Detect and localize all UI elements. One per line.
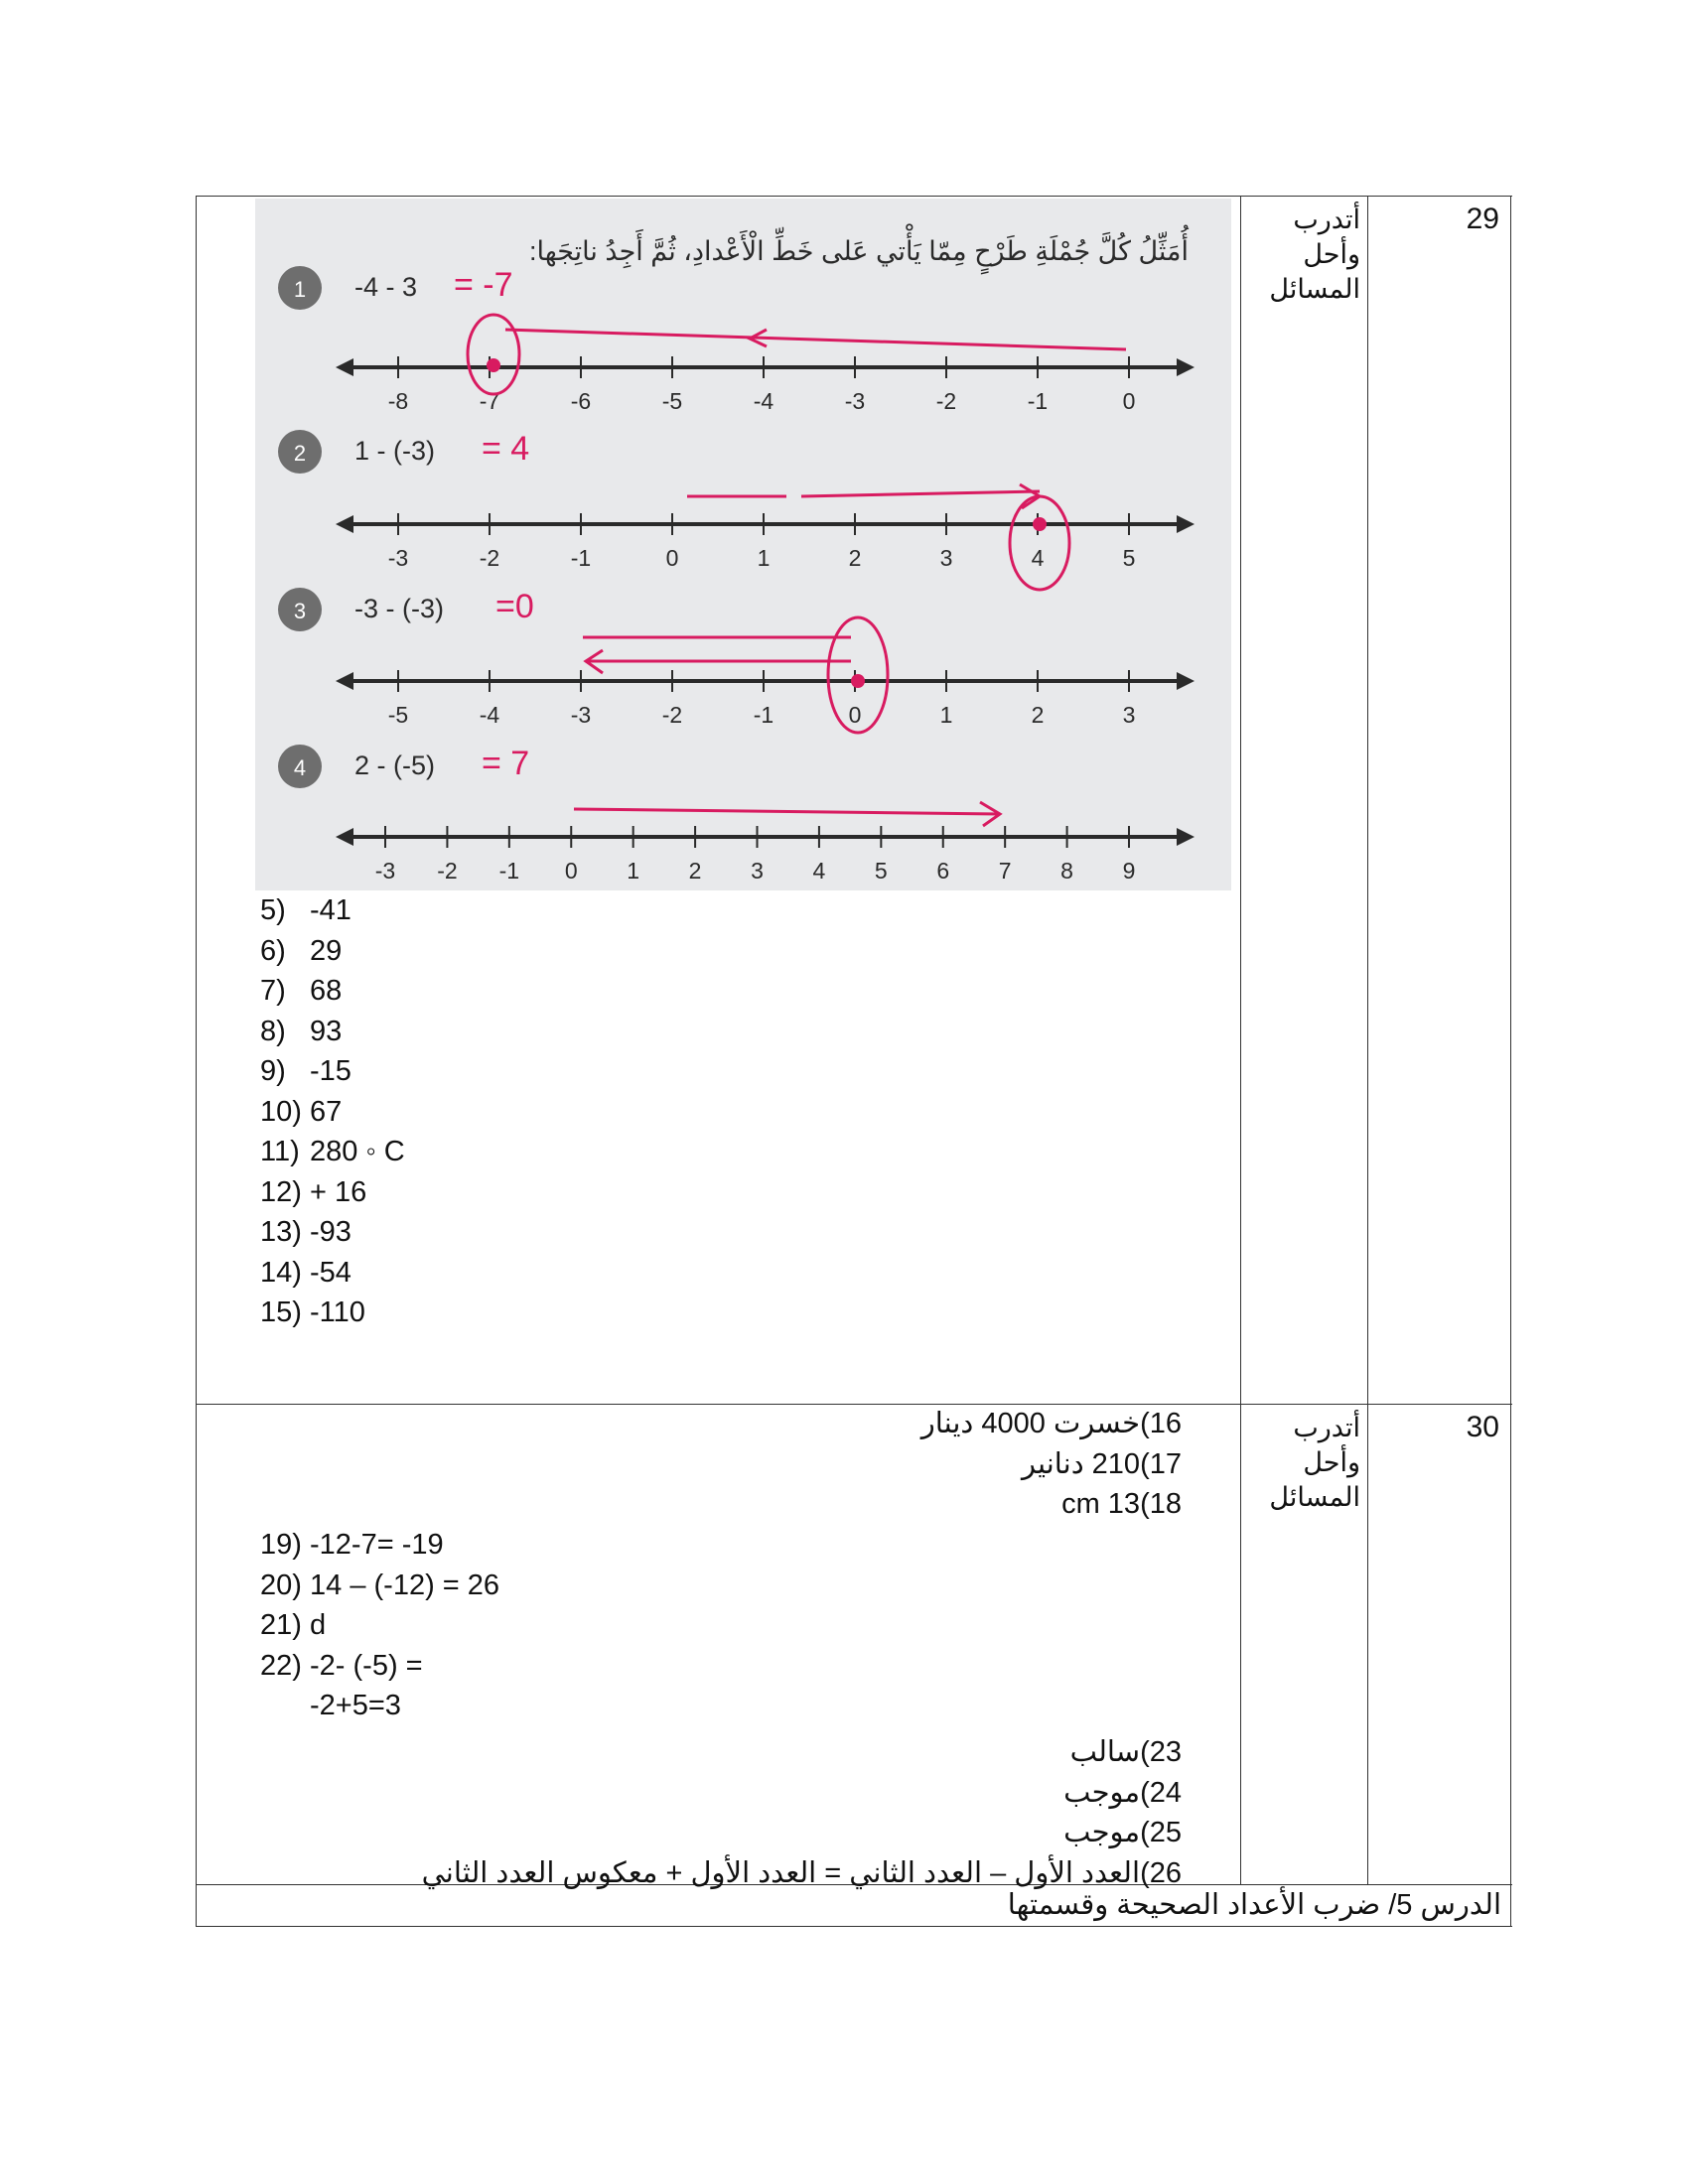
list-item: 8) 93 — [260, 1015, 343, 1047]
problem-expression: -4 - 3 — [354, 272, 418, 302]
tick-label: -4 — [753, 388, 774, 414]
list-item: 14) -54 — [260, 1256, 352, 1289]
list-item: 10) 67 — [260, 1095, 343, 1128]
problem-number: 4 — [293, 755, 307, 780]
marker-arrow — [505, 330, 1126, 349]
instruction-text: أُمَثِّلُ كُلَّ جُمْلَةِ طَرْحٍ مِمّا يَأْتي عَلى خَطِّ الْأَعْدادِ، ثُمَّ أَجِدُ ناتِجَها: — [529, 236, 1189, 266]
lesson-title: الدرس 5/ ضرب الأعداد الصحيحة وقسمتها — [1007, 1889, 1501, 1921]
type-label-line: أتدرب — [1293, 1413, 1360, 1442]
exercise-type-label — [1251, 1411, 1360, 1515]
list-item: 12) + 16 — [260, 1175, 367, 1208]
list-item-continuation: -2+5=3 — [310, 1690, 401, 1721]
tick-label: 1 — [757, 545, 771, 571]
list-item: 23)سالب — [1069, 1736, 1182, 1768]
type-label-line: أتدرب — [1293, 205, 1360, 234]
tick-label: -2 — [437, 858, 458, 884]
column-divider-type — [1240, 196, 1241, 1884]
tick-label: 6 — [936, 858, 950, 884]
tick-label: 7 — [998, 858, 1012, 884]
tick-label: -1 — [498, 858, 520, 884]
left-arrowhead — [336, 828, 353, 846]
list-item: 11) 280 ◦ C — [260, 1136, 405, 1167]
list-item: 7) 68 — [260, 975, 343, 1007]
exercise-type-label — [1251, 203, 1360, 307]
tick-label: 1 — [627, 858, 640, 884]
tick-label: -8 — [387, 388, 409, 414]
textbook-photo — [255, 199, 1231, 890]
tick-label: 0 — [564, 858, 578, 884]
problem-expression: 2 - (-5) — [354, 751, 435, 780]
tick-label: 8 — [1060, 858, 1073, 884]
table-right-border — [1510, 196, 1511, 1926]
problem-expression: -3 - (-3) — [354, 594, 444, 623]
list-item: 20) 14 – (-12) = 26 — [260, 1569, 500, 1601]
list-item: 19) -12-7= -19 — [260, 1529, 444, 1561]
tick-label: -6 — [570, 388, 592, 414]
handwritten-answer: = 7 — [482, 745, 530, 782]
answers-list-5-15 — [260, 890, 405, 1333]
list-item: 18)13 cm — [1061, 1488, 1182, 1520]
page-number: 29 — [1466, 203, 1499, 235]
marker-dot — [1033, 517, 1047, 531]
page-number: 30 — [1466, 1411, 1499, 1443]
tick-label: -7 — [479, 388, 500, 414]
tick-label: 0 — [1122, 388, 1136, 414]
left-arrowhead — [336, 672, 353, 690]
marker-arrow — [801, 491, 1040, 496]
marker-dot — [851, 674, 865, 688]
marker-dot — [487, 358, 500, 372]
handwritten-answer: =0 — [495, 588, 534, 625]
tick-label: -1 — [570, 545, 592, 571]
tick-label: 2 — [848, 545, 862, 571]
tick-label: -2 — [661, 702, 683, 728]
handwritten-answer: = -7 — [454, 266, 513, 304]
problem-number: 3 — [293, 599, 307, 623]
tick-label: -4 — [479, 702, 500, 728]
tick-label: -3 — [374, 858, 396, 884]
list-item: 26)العدد الأول – العدد الثاني = العدد الأول + معكوس العدد الثاني — [421, 1856, 1182, 1889]
right-arrowhead — [1177, 672, 1195, 690]
tick-label: 1 — [939, 702, 953, 728]
list-item: 17)210 دنانير — [1021, 1447, 1182, 1480]
tick-label: -5 — [661, 388, 683, 414]
tick-label: -3 — [387, 545, 409, 571]
tick-label: 3 — [939, 545, 953, 571]
table-bottom-border — [196, 1926, 1512, 1927]
tick-label: -3 — [844, 388, 866, 414]
type-label-line: وأحل — [1303, 239, 1360, 269]
problem-expression: 1 - (-3) — [354, 436, 435, 466]
tick-label: 5 — [1122, 545, 1136, 571]
tick-label: 2 — [1031, 702, 1045, 728]
tick-label: 2 — [688, 858, 702, 884]
problem-number: 2 — [293, 441, 307, 466]
right-arrowhead — [1177, 358, 1195, 376]
tick-label: 0 — [848, 702, 862, 728]
handwritten-answer: = 4 — [482, 430, 530, 468]
marker-circle — [468, 315, 519, 394]
tick-label: -2 — [935, 388, 957, 414]
answers-list-19-22 — [260, 1525, 499, 1726]
answers-list-23-26 — [288, 1732, 1182, 1893]
type-label-line: المسائل — [1269, 1482, 1360, 1512]
marker-arrow — [574, 809, 1000, 814]
type-label-line: وأحل — [1303, 1447, 1360, 1477]
list-item: 24)موجب — [1063, 1776, 1182, 1809]
list-item: 22) -2- (-5) = — [260, 1649, 423, 1682]
tick-label: 9 — [1122, 858, 1136, 884]
list-item: 6) 29 — [260, 934, 343, 967]
table-left-border — [196, 196, 197, 1926]
list-item: 5) -41 — [260, 894, 352, 926]
right-arrowhead — [1177, 515, 1195, 533]
left-arrowhead — [336, 358, 353, 376]
marker-circle — [1010, 496, 1069, 590]
right-arrowhead — [1177, 828, 1195, 846]
tick-label: -3 — [570, 702, 592, 728]
tick-label: -2 — [479, 545, 500, 571]
table-top-border — [196, 196, 1512, 197]
tick-label: -1 — [1027, 388, 1049, 414]
tick-label: 4 — [812, 858, 826, 884]
answers-list-16-18 — [487, 1404, 1182, 1525]
list-item: 25)موجب — [1063, 1817, 1182, 1848]
left-arrowhead — [336, 515, 353, 533]
tick-label: -5 — [387, 702, 409, 728]
tick-label: 3 — [1122, 702, 1136, 728]
number-line-figure — [255, 199, 1231, 890]
list-item: 9) -15 — [260, 1055, 352, 1087]
tick-label: 0 — [665, 545, 679, 571]
list-item: 21) d — [260, 1609, 327, 1641]
problem-number: 1 — [293, 277, 307, 302]
list-item: 15) -110 — [260, 1297, 365, 1328]
type-label-line: المسائل — [1269, 274, 1360, 304]
list-item: 13) -93 — [260, 1216, 352, 1248]
tick-label: 4 — [1031, 545, 1045, 571]
list-item: 16)خسرت 4000 دينار — [920, 1408, 1182, 1439]
tick-label: 5 — [874, 858, 888, 884]
tick-label: -1 — [753, 702, 774, 728]
tick-label: 3 — [751, 858, 764, 884]
column-divider-page — [1367, 196, 1368, 1884]
